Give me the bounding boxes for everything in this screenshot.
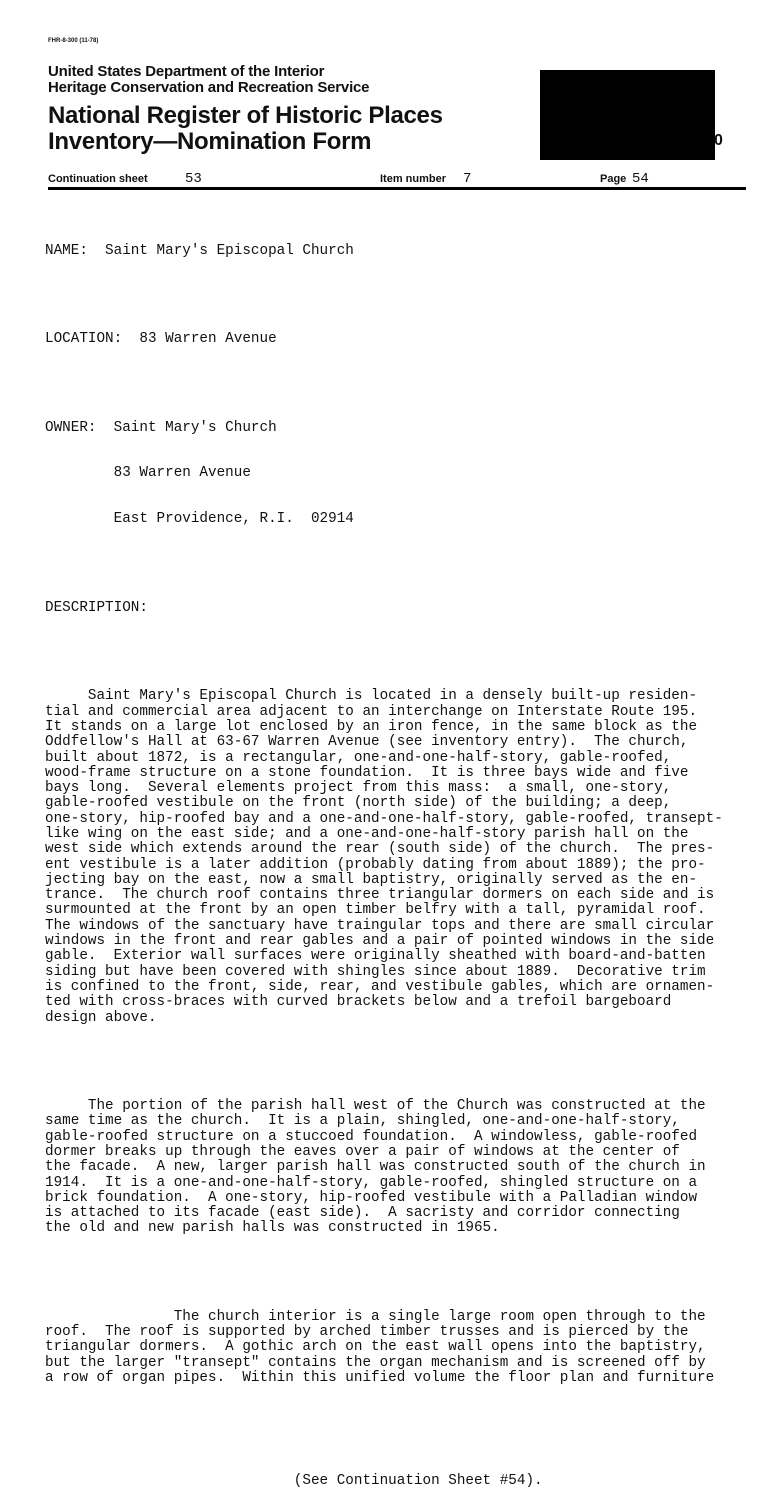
text-line: 1914. It is a one-and-one-half-story, gable-roofed, shingled structure on a (45, 1174, 698, 1191)
form-subtitle: Inventory—Nomination Form (48, 128, 372, 155)
description-paragraph-3 (45, 1310, 765, 1386)
owner-address-line: 83 Warren Avenue (45, 465, 251, 482)
item-number-label: Item number (380, 173, 447, 185)
form-title: National Register of Historic Places (48, 102, 443, 129)
continuation-sheet-label: Continuation sheet (48, 173, 148, 185)
text-line: wood-frame structure on a stone foundation. It is three bays wide and five (45, 764, 689, 781)
redaction-edge-char: 0 (714, 132, 723, 149)
redaction-block (540, 70, 715, 160)
document-body (45, 213, 765, 1504)
text-line: tial and commercial area adjacent to an interchange on Interstate Route 195. (45, 703, 698, 720)
text-line: same time as the church. It is a plain, shingled, one-and-one-half-story, (45, 1113, 680, 1130)
text-line: west side which extends around the rear (south side) of the church. The pres- (45, 841, 715, 858)
page-value: 54 (632, 171, 649, 187)
description-paragraph-1 (45, 689, 765, 1026)
text-line: windows in the front and rear gables and a pair of pointed windows in the side (45, 933, 715, 950)
text-line: is confined to the front, side, rear, and vestibule gables, which are ornamen- (45, 978, 715, 995)
text-line: ted with cross-braces with curved brackets below and a trefoil bargeboard (45, 994, 672, 1011)
form-code: FHR-8-300 (11-78) (48, 38, 99, 44)
text-line: is attached to its facade (east side). A sacristy and corridor connecting (45, 1205, 680, 1222)
text-line: triangular dormers. A gothic arch on the east wall opens into the baptistry, (45, 1339, 706, 1356)
description-paragraph-2 (45, 1099, 765, 1237)
owner-line: OWNER: Saint Mary's Church (45, 419, 277, 436)
text-line: surmounted at the front by an open timber belfry with a tall, pyramidal roof. (45, 902, 706, 919)
text-line: Oddfellow's Hall at 63-67 Warren Avenue (see inventory entry). The church, (45, 734, 689, 751)
text-line: a row of organ pipes. Within this unified volume the floor plan and furniture (45, 1370, 715, 1387)
service-name: Heritage Conservation and Recreation Service (48, 79, 370, 96)
text-line: The portion of the parish hall west of the Church was constructed at the (45, 1098, 706, 1115)
text-line: gable. Exterior wall surfaces were originally sheathed with board-and-batten (45, 948, 706, 965)
text-line: It stands on a large lot enclosed by an iron fence, in the same block as the (45, 718, 698, 735)
continuation-sheet-value: 53 (185, 171, 202, 187)
location-line: LOCATION: 83 Warren Avenue (45, 331, 277, 348)
text-line: bays long. Several elements project from this mass: a small, one-story, (45, 780, 672, 797)
text-line: gable-roofed structure on a stuccoed foundation. A windowless, gable-roofed (45, 1128, 698, 1145)
text-line: gable-roofed vestibule on the front (north side) of the building; a deep, (45, 795, 672, 812)
text-line: one-story, hip-roofed bay and a one-and-one-half-story, gable-roofed, transept- (45, 810, 723, 827)
text-line: brick foundation. A one-story, hip-roofed vestibule with a Palladian window (45, 1189, 698, 1206)
text-line: but the larger "transept" contains the organ mechanism and is screened off by (45, 1354, 706, 1371)
text-line: the old and new parish halls was constructed in 1965. (45, 1220, 500, 1237)
owner-city-line: East Providence, R.I. 02914 (45, 511, 354, 528)
description-heading: DESCRIPTION: (45, 599, 148, 616)
text-line: dormer breaks up through the eaves over a pair of windows at the center of (45, 1143, 680, 1160)
text-line: trance. The church roof contains three triangular dormers on each side and is (45, 887, 715, 904)
header-rule (48, 187, 746, 190)
name-line: NAME: Saint Mary's Episcopal Church (45, 242, 354, 259)
department-name: United States Department of the Interior (48, 63, 325, 80)
text-line: Saint Mary's Episcopal Church is located in a densely built-up residen- (45, 688, 698, 705)
text-line: roof. The roof is supported by arched timber trusses and is pierced by the (45, 1324, 689, 1341)
page-label: Page (600, 173, 627, 185)
text-line: built about 1872, is a rectangular, one-and-one-half-story, gable-roofed, (45, 749, 672, 766)
text-line: ent vestibule is a later addition (probably dating from about 1889); the pro- (45, 856, 706, 873)
text-line: The windows of the sanctuary have traingular tops and there are small circular (45, 917, 715, 934)
text-line: The church interior is a single large room open through to the (45, 1308, 706, 1325)
continuation-note: (See Continuation Sheet #54). (45, 1472, 543, 1489)
text-line: the facade. A new, larger parish hall was constructed south of the church in (45, 1159, 706, 1176)
item-number-value: 7 (463, 171, 472, 187)
text-line: design above. (45, 1009, 157, 1026)
text-line: jecting bay on the east, now a small baptistry, originally served as the en- (45, 871, 698, 888)
text-line: siding but have been covered with shingles since about 1889. Decorative trim (45, 963, 706, 980)
text-line: like wing on the east side; and a one-and-one-half-story parish hall on the (45, 825, 689, 842)
